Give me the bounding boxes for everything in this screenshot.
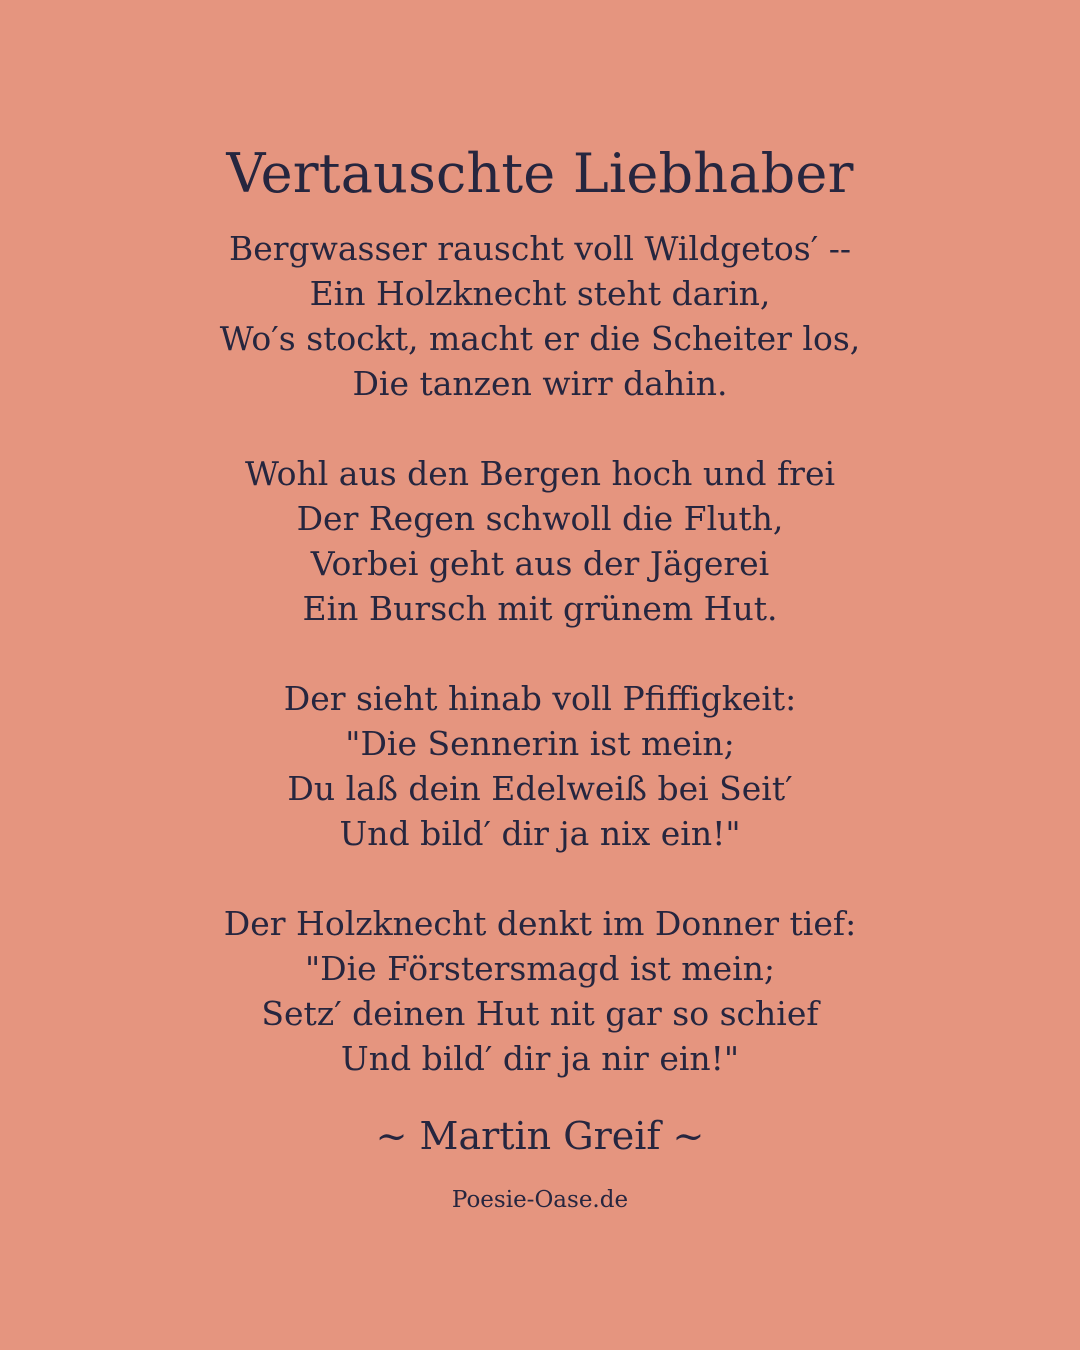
poem-line: Du laß dein Edelweiß bei Seit′: [287, 769, 793, 808]
poem-line: Und bild′ dir ja nix ein!": [339, 814, 741, 853]
stanza-1: [0, 226, 1080, 406]
stanza-4: [0, 901, 1080, 1081]
poem-line: Der Regen schwoll die Fluth,: [296, 499, 784, 538]
poem-line: Bergwasser rauscht voll Wildgetos′ --: [228, 229, 852, 268]
stanza-3: [0, 676, 1080, 856]
poem-line: Die tanzen wirr dahin.: [352, 364, 728, 403]
poem-title: Vertauschte Liebhaber: [226, 142, 854, 205]
source-website: Poesie-Oase.de: [451, 1187, 629, 1213]
poem-line: Wohl aus den Bergen hoch und frei: [244, 454, 836, 493]
poem-body: [0, 226, 1080, 1126]
poem-line: Vorbei geht aus der Jägerei: [310, 544, 770, 583]
poem-line: Und bild′ dir ja nir ein!": [340, 1039, 740, 1078]
poem-line: Der Holzknecht denkt im Donner tief:: [223, 904, 857, 943]
stanza-2: [0, 451, 1080, 631]
poem-line: "Die Förstersmagd ist mein;: [304, 949, 776, 988]
poem-author: ~ Martin Greif ~: [375, 1114, 705, 1158]
poem-line: "Die Sennerin ist mein;: [345, 724, 735, 763]
poem-line: Der sieht hinab voll Pfiffigkeit:: [283, 679, 797, 718]
poem-line: Ein Bursch mit grünem Hut.: [302, 589, 778, 628]
poem-line: Wo′s stockt, macht er die Scheiter los,: [219, 319, 861, 358]
poem-line: Setz′ deinen Hut nit gar so schief: [261, 994, 819, 1033]
poem-line: Ein Holzknecht steht darin,: [309, 274, 771, 313]
